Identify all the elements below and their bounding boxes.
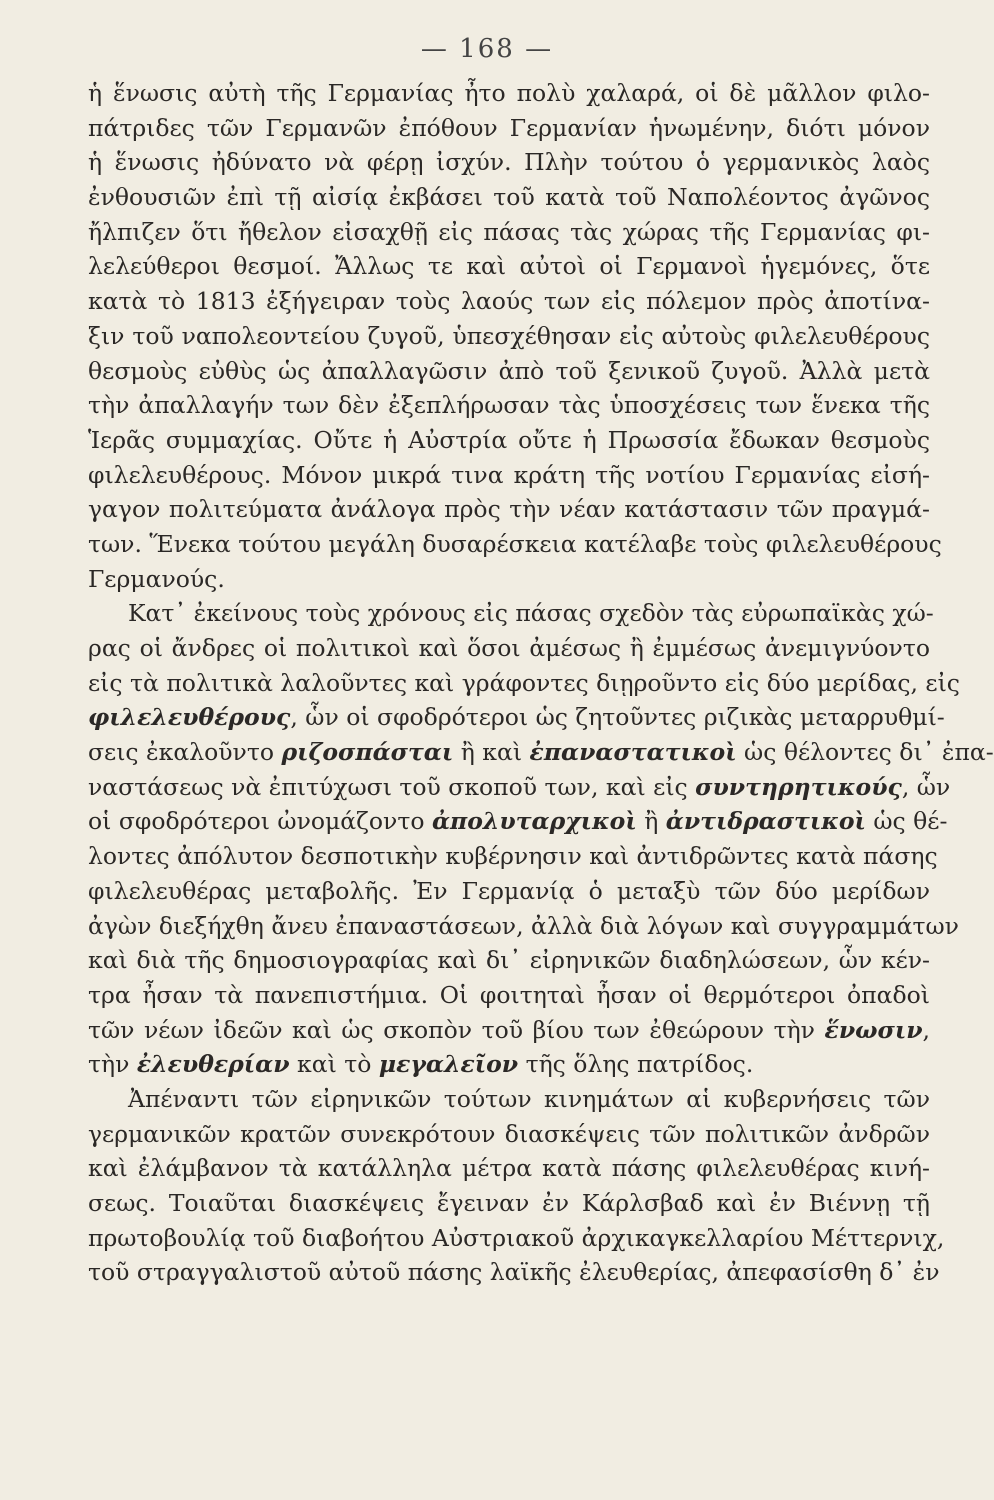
text-line: γερμανικῶν κρατῶν συνεκρότουν διασκέψεις τῶν πολιτικῶν ἀνδρῶν [88,1119,930,1148]
text-line: ρας οἱ ἄνδρες οἱ πολιτικοὶ καὶ ὅσοι ἀμέσως ἢ ἐμμέσως ἀνεμιγνύοντο [88,634,930,662]
emphasized-term: ἀντιδραστικοὶ [665,807,866,836]
body-text [88,76,994,1290]
text-line: κατὰ τὸ 1813 ἐξήγειραν τοὺς λαούς των εἰς πόλεμον πρὸς ἀποτίνα- [88,287,930,316]
text-line: ἐνθουσιῶν ἐπὶ τῇ αἰσίᾳ ἐκβάσει τοῦ κατὰ τοῦ Ναπολέοντος ἀγῶνος [88,183,930,212]
text-line [88,804,948,839]
text-line: Γερμανούς. [88,564,225,593]
text-line: τοῦ στραγγαλιστοῦ αὐτοῦ πάσης λαϊκῆς ἐλευθερίας, ἀπεφασίσθη δ᾽ ἐν [88,1258,940,1287]
text-fragment: τὴν [88,1050,137,1079]
text-line: καὶ ἐλάμβανον τὰ κατάλληλα μέτρα κατὰ πάσης φιλελευθέρας κινή- [88,1154,930,1183]
text-fragment: ἢ [636,807,666,836]
text-fragment: , ὧν [901,772,951,801]
text-line: Ἱερᾶς συμμαχίας. Οὔτε ἡ Αὐστρία οὔτε ἡ Πρωσσία ἔδωκαν θεσμοὺς [88,425,930,454]
text-line [88,1047,930,1082]
text-fragment: σεις ἐκαλοῦντο [88,738,282,767]
text-line: τρα ἦσαν τὰ πανεπιστήμια. Οἱ φοιτηταὶ ἦσαν οἱ θερμότεροι ὀπαδοὶ [88,980,930,1009]
text-line: καὶ διὰ τῆς δημοσιογραφίας καὶ δι᾽ εἰρηνικῶν διαδηλώσεων, ὧν κέν- [88,946,930,975]
text-fragment: , [922,1015,930,1044]
text-fragment: καὶ τὸ [289,1050,379,1079]
text-line: τὴν ἀπαλλαγήν των δὲν ἐξεπλήρωσαν τὰς ὑποσχέσεις των ἕνεκα τῆς [88,391,930,420]
text-line [88,1013,930,1048]
emphasized-term: ἕνωσιν [824,1015,923,1044]
text-fragment: ὡς θέ- [865,807,948,836]
page-number: — 168 — [420,34,554,64]
text-line: εἰς τὰ πολιτικὰ λαλοῦντες καὶ γράφοντες διῃροῦντο εἰς δύο μερίδας, εἰς [88,668,960,697]
text-line: Ἀπέναντι τῶν εἰρηνικῶν τούτων κινημάτων αἱ κυβερνήσεις τῶν [128,1084,930,1113]
text-line [88,770,951,805]
emphasized-term: ἐπαναστατικοὶ [529,738,737,767]
emphasized-term: φιλελευθέρους [88,703,291,732]
text-line: πάτριδες τῶν Γερμανῶν ἐπόθουν Γερμανίαν ἡνωμένην, διότι μόνον [88,113,930,142]
text-fragment: ναστάσεως νὰ ἐπιτύχωσι τοῦ σκοποῦ των, καὶ εἰς [88,772,696,801]
text-line: ἀγὼν διεξήχθη ἄνευ ἐπαναστάσεων, ἀλλὰ διὰ λόγων καὶ συγγραμμάτων [88,911,959,940]
emphasized-term: συντηρητικούς [695,772,902,801]
text-line: ἡ ἕνωσις αὐτὴ τῆς Γερμανίας ἦτο πολὺ χαλαρά, οἱ δὲ μᾶλλον φιλο- [88,79,930,107]
text-line [88,735,994,770]
text-line: των. Ἕνεκα τούτου μεγάλη δυσαρέσκεια κατέλαβε τοὺς φιλελευθέρους [88,529,942,558]
text-line: φιλελευθέρας μεταβολῆς. Ἐν Γερμανίᾳ ὁ μεταξὺ τῶν δύο μερίδων [88,876,930,905]
text-fragment: ἢ καὶ [453,738,530,767]
emphasized-term: μεγαλεῖον [378,1050,519,1079]
text-line: γαγον πολιτεύματα ἀνάλογα πρὸς τὴν νέαν κατάστασιν τῶν πραγμά- [88,495,930,524]
text-line: πρωτοβουλίᾳ τοῦ διαβοήτου Αὐστριακοῦ ἀρχικαγκελλαρίου Μέττερνιχ, [88,1223,945,1252]
emphasized-term: ἐλευθερίαν [136,1050,290,1079]
text-line [88,700,945,735]
text-fragment: , ὧν οἱ σφοδρότεροι ὡς ζητοῦντες ριζικὰς μεταρρυθμί- [290,703,945,732]
text-line: λελεύθεροι θεσμοί. Ἄλλως τε καὶ αὐτοὶ οἱ Γερμανοὶ ἡγεμόνες, ὅτε [88,252,930,281]
emphasized-term: ριζοσπάσται [281,738,454,767]
emphasized-term: ἀπολυταρχικοὶ [431,807,637,836]
text-line: ξιν τοῦ ναπολεοντείου ζυγοῦ, ὑπεσχέθησαν εἰς αὐτοὺς φιλελευθέρους [88,321,930,350]
text-line: θεσμοὺς εὐθὺς ὡς ἀπαλλαγῶσιν ἀπὸ τοῦ ξενικοῦ ζυγοῦ. Ἀλλὰ μετὰ [88,356,930,385]
text-line: ἡ ἕνωσις ἠδύνατο νὰ φέρῃ ἰσχύν. Πλὴν τούτου ὁ γερμανικὸς λαὸς [88,148,930,177]
text-fragment: τῆς ὅλης πατρίδος. [518,1050,754,1079]
text-fragment: οἱ σφοδρότεροι ὠνομάζοντο [88,807,432,836]
text-fragment: ὡς θέλοντες δι᾽ ἐπα- [736,738,994,767]
text-fragment: τῶν νέων ἰδεῶν καὶ ὡς σκοπὸν τοῦ βίου των ἐθεώρουν τὴν [88,1015,825,1044]
text-line: ἤλπιζεν ὅτι ἤθελον εἰσαχθῇ εἰς πάσας τὰς χώρας τῆς Γερμανίας φι- [88,217,930,246]
text-line: φιλελευθέρους. Μόνον μικρά τινα κράτη τῆς νοτίου Γερμανίας εἰσή- [88,460,930,489]
text-line: λοντες ἀπόλυτον δεσποτικὴν κυβέρνησιν καὶ ἀντιδρῶντες κατὰ πάσης [88,842,938,871]
text-line: Κατ᾽ ἐκείνους τοὺς χρόνους εἰς πάσας σχεδὸν τὰς εὐρωπαϊκὰς χώ- [128,599,934,628]
text-line: σεως. Τοιαῦται διασκέψεις ἔγειναν ἐν Κάρλσβαδ καὶ ἐν Βιέννῃ τῇ [88,1189,930,1217]
